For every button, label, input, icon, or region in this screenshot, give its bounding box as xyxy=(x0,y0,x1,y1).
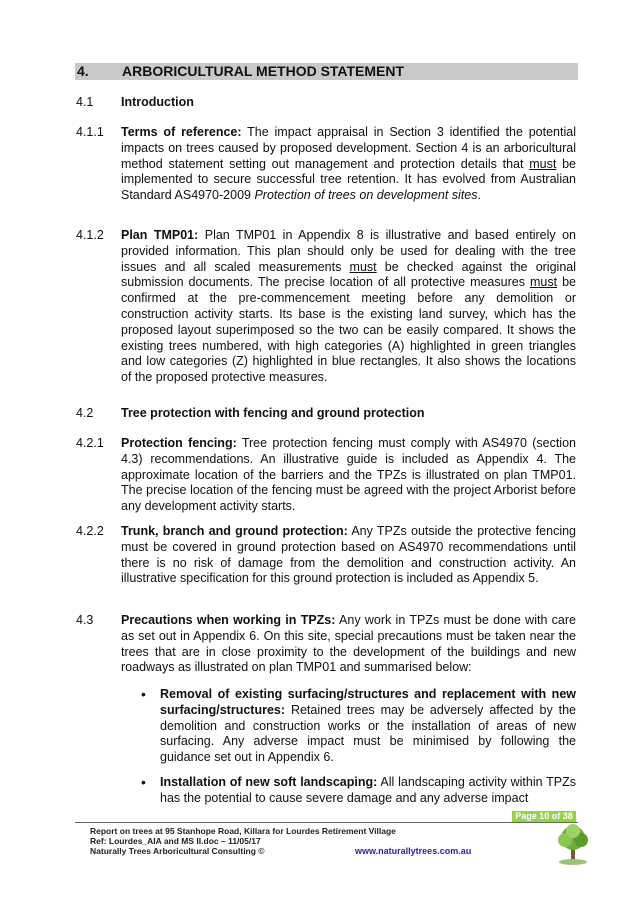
paragraph-text: be implemented to secure successful tree retention. It has evolved from Australian Standard AS4970-2009 xyxy=(121,156,576,203)
paragraph-text: Plan TMP01 in Appendix 8 is illustrative and based entirely on provided information. This plan should only be used for dealing with the tree issues and all scaled measurements xyxy=(121,228,576,274)
footer-divider xyxy=(75,822,578,823)
bullet-marker: • xyxy=(141,686,146,702)
footer-ref-line: Ref: Lourdes_AIA and MS II.doc – 11/05/17 xyxy=(90,836,261,846)
subsection-number: 4.3 xyxy=(76,613,94,627)
paragraph-text: The impact appraisal in Section 3 identified the potential impacts on trees caused by proposed development. Section 4 is an arboricultural method statement setting out management and protection details that xyxy=(121,125,576,171)
emphasis: must xyxy=(529,275,558,290)
section-number: 4. xyxy=(77,63,89,79)
standard-title: Protection of trees on development sites xyxy=(254,188,478,203)
paragraph-text: be confirmed at the pre-commencement meeting before any demolition or construction activity starts. Its base is the existing land survey, which has the proposed layout superimposed so the two can be easily compared. It shows the existing trees numbered, with high categories (A) highlighted in green triangles and low categories (Z) highlighted in blue rectangles. It also shows the locations of the proposed protective measures. xyxy=(121,275,576,385)
bullet-lead: Removal of existing surfacing/structures and replacement with new surfacing/structures: xyxy=(160,687,576,717)
paragraph-number: 4.2.1 xyxy=(76,436,104,450)
paragraph-precautions xyxy=(121,613,576,676)
paragraph-text: Tree protection fencing must comply with AS4970 (section 4.3) recommendations. An illustrative guide is included as Appendix 4. The approximate location of the barriers and the TPZs is illustrated on plan TMP01. The precise location of the fencing must be agreed with the project Arborist before any development activity starts. xyxy=(121,436,576,514)
paragraph-number: 4.2.2 xyxy=(76,524,104,538)
subsection-title: Introduction xyxy=(121,95,194,109)
paragraph-terms-of-reference xyxy=(121,125,576,204)
subsection-number: 4.2 xyxy=(76,406,94,420)
footer-report-line: Report on trees at 95 Stanhope Road, Killara for Lourdes Retirement Village xyxy=(90,826,396,836)
tree-logo-icon xyxy=(552,822,594,866)
bullet-text: Retained trees may be adversely affected by the demolition and construction works or the installation of areas of new surfacing. Any adverse impact must be minimised by following the guidance set out in Appendix 6. xyxy=(160,702,576,765)
paragraph-lead: Protection fencing: xyxy=(121,436,237,450)
paragraph-number: 4.1.1 xyxy=(76,125,104,139)
paragraph-text: Any TPZs outside the protective fencing must be covered in ground protection based on AS4970 recommendations until there is no risk of damage from the demolition and construction activity. An illustrative specification for this ground protection is included as Appendix 5. xyxy=(121,524,576,586)
paragraph-lead: Terms of reference: xyxy=(121,125,242,139)
paragraph-lead: Precautions when working in TPZs: xyxy=(121,613,336,627)
page-number-badge: Page 10 of 38 xyxy=(512,811,576,822)
bullet-text: All landscaping activity within TPZs has the potential to cause severe damage and any adverse impact xyxy=(160,775,576,805)
bullet-marker: • xyxy=(141,774,146,790)
paragraph-text: Any work in TPZs must be done with care as set out in Appendix 6. On this site, special precautions must be taken near the trees that are in close proximity to the development of the buildings and new roadways as illustrated on plan TMP01 and summarised below: xyxy=(121,613,577,675)
paragraph-text: . xyxy=(477,188,481,203)
section-heading xyxy=(75,63,578,80)
paragraph-ground-protection xyxy=(121,524,576,587)
paragraph-lead: Plan TMP01: xyxy=(121,228,199,242)
footer-company-line: Naturally Trees Arboricultural Consulting © xyxy=(90,846,265,856)
footer-website-link[interactable]: www.naturallytrees.com.au xyxy=(355,846,472,856)
subsection-number: 4.1 xyxy=(76,95,94,109)
bullet-item xyxy=(160,687,576,766)
bullet-item xyxy=(160,775,576,807)
paragraph-plan-tmp01 xyxy=(121,228,576,386)
paragraph-text: be checked against the original submission documents. The precise location of all protective measures xyxy=(121,259,576,290)
section-title: ARBORICULTURAL METHOD STATEMENT xyxy=(122,63,405,79)
paragraph-protection-fencing xyxy=(121,436,576,515)
paragraph-number: 4.1.2 xyxy=(76,228,104,242)
paragraph-lead: Trunk, branch and ground protection: xyxy=(121,524,348,538)
emphasis: must xyxy=(529,156,557,171)
emphasis: must xyxy=(349,259,377,274)
bullet-lead: Installation of new soft landscaping: xyxy=(160,775,378,789)
subsection-title: Tree protection with fencing and ground protection xyxy=(121,406,425,420)
